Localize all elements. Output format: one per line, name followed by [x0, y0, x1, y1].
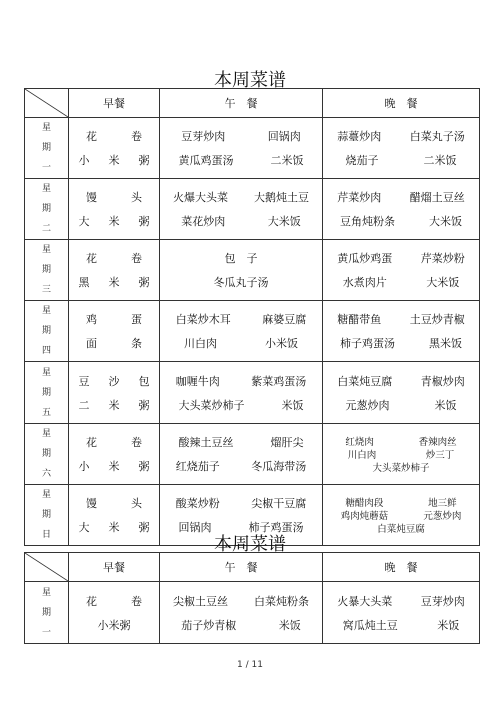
menu-line — [323, 307, 479, 331]
menu-line — [323, 613, 479, 637]
dish: 米 — [108, 398, 120, 412]
dish: 地三鲜 — [428, 498, 457, 509]
dish: 红烧肉 — [345, 437, 374, 448]
dish: 花 — [86, 436, 97, 449]
day-char: 星 — [41, 490, 51, 500]
day-char: 星 — [41, 306, 51, 316]
menu-line — [323, 369, 479, 393]
dish: 条 — [131, 337, 142, 350]
dish: 麻婆豆腐 — [262, 313, 307, 326]
lunch-cell — [160, 362, 323, 424]
dish: 黑米饭 — [429, 337, 462, 350]
table-row — [25, 424, 480, 485]
dinner-cell — [323, 240, 480, 301]
dish: 卷 — [131, 130, 142, 143]
diagonal-line — [25, 89, 68, 117]
dinner-cell — [323, 118, 480, 179]
header-dinner: 晚 餐 — [323, 553, 480, 582]
day-label — [25, 362, 69, 424]
menu-line — [323, 124, 479, 148]
dish: 红烧茄子 — [175, 460, 220, 473]
dish: 米 — [108, 154, 120, 167]
dish: 大米饭 — [429, 215, 462, 228]
menu-line — [69, 124, 159, 148]
day-char: 一 — [41, 163, 51, 173]
dish: 熘肝尖 — [270, 436, 304, 449]
breakfast-cell — [69, 240, 160, 301]
dish: 醋熘土豆丝 — [409, 191, 465, 204]
day-char: 星 — [41, 184, 51, 194]
day-char: 星 — [41, 123, 51, 133]
dish: 粥 — [138, 460, 150, 473]
dish: 卷 — [131, 436, 142, 449]
menu-line — [323, 148, 479, 172]
dish: 粥 — [138, 398, 150, 412]
menu-table-week2 — [24, 552, 480, 644]
menu-line — [69, 491, 159, 515]
dish: 炒三丁 — [425, 450, 455, 461]
dish: 小米粥 — [97, 618, 131, 632]
day-char: 期 — [41, 326, 51, 336]
menu-line — [160, 307, 322, 331]
dinner-cell — [323, 362, 480, 424]
table-row — [25, 179, 480, 240]
menu-line — [69, 148, 159, 172]
dish: 鸡肉炖蘑菇 — [340, 511, 389, 522]
dish: 黄瓜鸡蛋汤 — [178, 154, 234, 167]
day-label — [25, 118, 69, 179]
header-dinner: 晚 餐 — [323, 89, 480, 118]
breakfast-cell — [69, 179, 160, 240]
day-char: 二 — [41, 224, 51, 234]
menu-line — [69, 454, 159, 478]
dish: 咖喱牛肉 — [175, 374, 220, 388]
day-char: 星 — [41, 245, 51, 255]
menu-line — [323, 461, 479, 474]
dish: 粥 — [138, 276, 150, 289]
dish: 酸菜炒粉 — [175, 497, 220, 510]
dish: 水煮肉片 — [342, 276, 387, 289]
menu-line — [69, 307, 159, 331]
day-label — [25, 179, 69, 240]
dish: 二米饭 — [423, 154, 457, 167]
dish: 豆角炖粉条 — [340, 215, 395, 228]
breakfast-cell — [69, 362, 160, 424]
menu-line — [323, 448, 479, 461]
menu-line — [69, 246, 159, 270]
dish: 窝瓜炖土豆 — [342, 618, 398, 632]
dish: 菜花炒肉 — [181, 215, 226, 228]
dish: 豆芽炒肉 — [181, 130, 226, 143]
dish: 花 — [86, 252, 97, 265]
day-char: 三 — [41, 285, 51, 295]
day-char: 一 — [41, 627, 51, 638]
breakfast-cell — [69, 118, 160, 179]
dish: 尖椒干豆腐 — [251, 497, 307, 510]
dish: 豆芽炒肉 — [420, 594, 465, 608]
day-label — [25, 424, 69, 485]
dish: 米 — [108, 215, 120, 228]
dish: 大头菜炒柿子 — [372, 463, 430, 474]
dish: 米饭 — [278, 618, 301, 632]
dish: 馒 — [86, 191, 97, 204]
day-char: 星 — [41, 367, 51, 378]
day-char: 期 — [41, 449, 51, 459]
day-char: 期 — [41, 607, 51, 618]
dish: 沙 — [108, 374, 120, 388]
dish: 回锅肉 — [178, 521, 212, 534]
dish: 火爆大头菜 — [173, 191, 228, 204]
lunch-cell — [160, 118, 323, 179]
dish: 二 — [78, 398, 90, 412]
dish: 米 — [108, 460, 120, 473]
header-breakfast: 早餐 — [69, 89, 160, 118]
dish: 米饭 — [437, 618, 460, 632]
dish: 柿子鸡蛋汤 — [340, 337, 395, 350]
dish: 米饭 — [281, 398, 304, 412]
header-breakfast: 早餐 — [69, 553, 160, 582]
dish: 小 — [78, 460, 90, 473]
dish: 白菜炖豆腐 — [377, 524, 425, 535]
dish: 粥 — [138, 521, 150, 534]
dish: 紫菜鸡蛋汤 — [251, 374, 307, 388]
menu-line — [69, 209, 159, 233]
dish: 包 — [138, 374, 150, 388]
dish: 川白肉 — [347, 450, 377, 461]
lunch-cell — [160, 424, 323, 485]
dish: 元葱炒肉 — [423, 511, 462, 522]
dish: 烧茄子 — [345, 154, 379, 167]
day-label — [25, 240, 69, 301]
table-row — [25, 118, 480, 179]
menu-line — [160, 393, 322, 417]
day-char: 日 — [41, 530, 51, 540]
dish: 小米饭 — [265, 337, 298, 350]
day-char: 星 — [41, 429, 51, 439]
table-row — [25, 240, 480, 301]
menu-line — [160, 454, 322, 478]
dinner-cell — [323, 424, 480, 485]
dish: 黑 — [78, 276, 90, 289]
menu-line — [323, 209, 479, 233]
dish: 卷 — [131, 594, 142, 608]
day-char: 期 — [41, 510, 51, 520]
day-char: 四 — [41, 346, 51, 356]
breakfast-cell — [69, 582, 160, 644]
dish: 柿子鸡蛋汤 — [248, 521, 304, 534]
menu-line — [323, 270, 479, 294]
menu-line — [160, 613, 322, 637]
breakfast-cell — [69, 424, 160, 485]
menu-line — [69, 331, 159, 355]
menu-table-week1 — [24, 88, 480, 546]
lunch-cell — [160, 582, 323, 644]
breakfast-cell — [69, 301, 160, 362]
dish: 大 — [78, 521, 90, 534]
menu-line — [160, 331, 322, 355]
dish: 二米饭 — [270, 154, 304, 167]
dish: 大米饭 — [426, 276, 460, 289]
dish: 酸辣土豆丝 — [178, 436, 234, 449]
dish: 川白肉 — [184, 337, 217, 350]
dish: 尖椒土豆丝 — [173, 594, 228, 608]
dinner-cell — [323, 179, 480, 240]
menu-line — [69, 393, 159, 417]
dish: 大头菜炒柿子 — [178, 398, 245, 412]
day-char: 期 — [41, 204, 51, 214]
table-row — [25, 301, 480, 362]
page-number: 1 / 11 — [237, 660, 263, 670]
corner-cell — [25, 553, 69, 582]
dish: 蛋 — [131, 313, 142, 326]
menu-line — [160, 369, 322, 393]
day-char: 星 — [41, 587, 51, 598]
menu-line — [69, 369, 159, 393]
day-label — [25, 301, 69, 362]
day-char: 五 — [41, 407, 51, 418]
dish: 大鹅炖土豆 — [254, 191, 309, 204]
menu-line — [160, 246, 322, 270]
dish: 粥 — [138, 154, 150, 167]
menu-line — [323, 246, 479, 270]
menu-line — [69, 270, 159, 294]
lunch-cell — [160, 240, 323, 301]
dinner-cell — [323, 301, 480, 362]
dish: 茄子炒青椒 — [181, 618, 237, 632]
dish: 米饭 — [434, 398, 457, 412]
menu-line — [160, 491, 322, 515]
dish: 糖醋带鱼 — [337, 313, 382, 326]
menu-line — [323, 435, 479, 448]
page-title-2: 本周菜谱 — [214, 534, 286, 555]
dish: 香辣肉丝 — [418, 437, 457, 448]
dish: 土豆炒青椒 — [409, 313, 465, 326]
menu-line — [160, 209, 322, 233]
menu-line — [323, 393, 479, 417]
dish: 头 — [131, 191, 142, 204]
dish: 面 — [86, 337, 97, 350]
dish: 馒 — [86, 497, 97, 510]
dish: 大 — [78, 215, 90, 228]
menu-line — [160, 148, 322, 172]
corner-cell — [25, 89, 69, 118]
menu-line — [323, 589, 479, 613]
dish: 白菜炖豆腐 — [337, 374, 393, 388]
day-label — [25, 582, 69, 644]
menu-line — [323, 496, 479, 509]
dish: 花 — [86, 594, 97, 608]
day-char: 期 — [41, 143, 51, 153]
menu-line — [69, 430, 159, 454]
lunch-cell — [160, 179, 323, 240]
dish: 卷 — [131, 252, 142, 265]
table-row — [25, 582, 480, 644]
dish: 大米饭 — [267, 215, 301, 228]
dish: 小 — [78, 154, 90, 167]
dish: 青椒炒肉 — [420, 374, 465, 388]
dish: 鸡 — [86, 313, 97, 326]
menu-line — [160, 185, 322, 209]
dish: 包 子 — [224, 252, 258, 265]
dish: 蒜薹炒肉 — [337, 130, 382, 143]
diagonal-line — [25, 553, 68, 581]
page-title: 本周菜谱 — [214, 70, 286, 91]
day-char: 期 — [41, 265, 51, 275]
menu-line — [160, 270, 322, 294]
menu-line — [323, 509, 479, 522]
header-lunch: 午 餐 — [160, 553, 323, 582]
menu-line — [323, 185, 479, 209]
menu-line — [69, 589, 159, 613]
dish: 米 — [108, 521, 120, 534]
dish: 粥 — [138, 215, 150, 228]
dish: 芹菜炒肉 — [337, 191, 382, 204]
dish: 米 — [108, 276, 120, 289]
menu-line — [323, 331, 479, 355]
dish: 花 — [86, 130, 97, 143]
dish: 芹菜炒粉 — [420, 252, 465, 265]
dish: 冬瓜海带汤 — [251, 460, 307, 473]
dish: 冬瓜丸子汤 — [213, 276, 269, 289]
dish: 火暴大头菜 — [337, 594, 393, 608]
dish: 豆 — [78, 374, 90, 388]
header-lunch: 午 餐 — [160, 89, 323, 118]
dish: 白菜炖粉条 — [254, 594, 309, 608]
day-char: 期 — [41, 387, 51, 398]
menu-line — [160, 589, 322, 613]
dish: 回锅肉 — [267, 130, 301, 143]
lunch-cell — [160, 301, 323, 362]
dish: 白菜炒木耳 — [175, 313, 231, 326]
dish: 白菜丸子汤 — [409, 130, 465, 143]
dish: 元葱炒肉 — [345, 398, 390, 412]
dish: 黄瓜炒鸡蛋 — [337, 252, 393, 265]
menu-line — [69, 613, 159, 637]
dish: 头 — [131, 497, 142, 510]
table-row — [25, 362, 480, 424]
menu-line — [69, 185, 159, 209]
menu-line — [160, 430, 322, 454]
dish: 糖醋肉段 — [345, 498, 384, 509]
dinner-cell — [323, 582, 480, 644]
menu-line — [160, 124, 322, 148]
day-char: 六 — [41, 469, 51, 479]
